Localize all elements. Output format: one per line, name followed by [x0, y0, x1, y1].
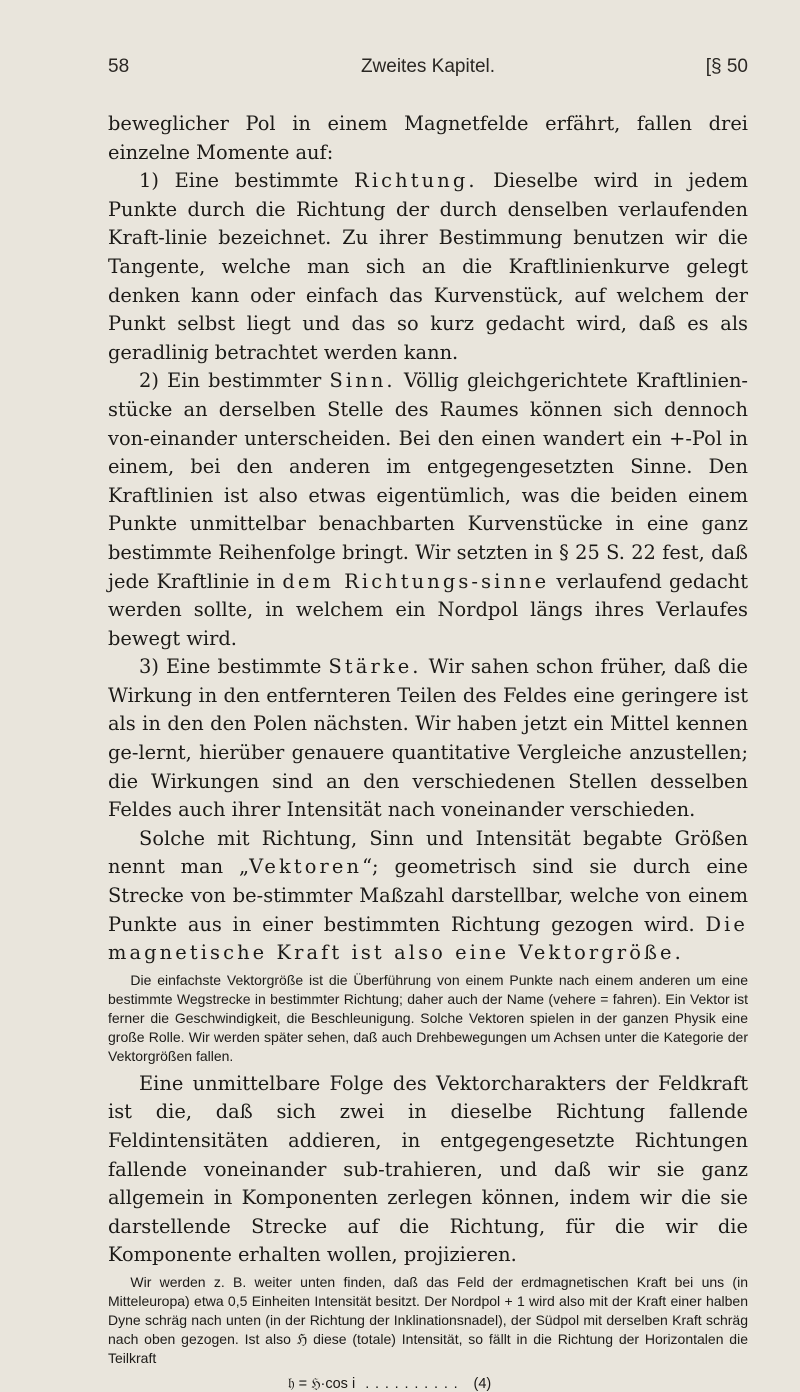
spaced-term: Stärke.	[328, 655, 422, 679]
section-marker: [§ 50	[705, 56, 748, 77]
item-text: Dieselbe wird in jedem Punkte durch die Richtung der durch denselben verlaufenden Kraft-linie bezeichnet. Zu ihrer Bestimmung benutzen wir die Tangente, welche man sich an die Kraftlinienkurve gelegt denken kann oder einfach das Kurvenstück, auf welchem der Punkt selbst liegt und das so kurz gedacht wird, daß es als geradlinig betrachtet werden kann.	[108, 169, 748, 364]
equation-number: (4)	[473, 1375, 492, 1392]
page-number: 58	[108, 56, 130, 77]
item-text: Wir sahen schon früher, daß die Wirkung in den entfernteren Teilen des Feldes eine geringere ist als in den den Polen nächsten. Wir haben jetzt ein Mittel kennen ge-lernt, hierüber genauere quantitative Vergleiche anzustellen; die Wirkungen sind an den verschiedenen Stellen desselben Feldes auch ihrer Intensität nach voneinander verschieden.	[108, 655, 749, 822]
item-text: verlaufend gedacht werden sollte, in welchem ein Nordpol längs ihres Verlaufes bewegt wird.	[108, 569, 748, 650]
page-header	[108, 56, 748, 86]
item-sinn	[108, 367, 748, 653]
footnote-erdmagnetismus: Wir werden z. B. weiter unten finden, daß das Feld der erdmagnetischen Kraft bei uns (in Mitteleuropa) etwa 0,5 Einheiten Intensität besitzt. Der Nordpol + 1 wird also mit der Kraft einer halben Dyne schräg nach unten (in der Richtung der Inklinationsnadel), der Südpol mit derselben Kraft schräg nach oben gezogen. Ist also ℌ diese (totale) Intensität, so fällt in die Richtung der Horizontalen die Teilkraft	[108, 1273, 748, 1366]
paragraph-folge: Eine unmittelbare Folge des Vektorcharakters der Feldkraft ist die, daß sich zwei in dieselbe Richtung fallende Feldintensitäten addieren, in entgegengesetzte Richtungen fallende voneinander sub-trahieren, und daß wir sie ganz allgemein in Komponenten zerlegen können, indem wir die sie darstellende Strecke auf die Richtung, für die wir die Komponente erhalten wollen, projizieren.	[108, 1071, 748, 1267]
equation-leader-dots: ..........	[365, 1375, 464, 1392]
spaced-term: dem Richtungs-sinne	[282, 569, 550, 593]
item-richtung	[108, 167, 748, 367]
text: “; geometrisch sind sie durch eine Strecke von be-stimmter Maßzahl darstellbar, welche von einem Punkte aus in einer bestimmten Richtung gezogen wird.	[108, 855, 748, 936]
spaced-term: Die magnetische Kraft ist also eine Vektorgröße.	[108, 912, 748, 965]
item-text: Völlig gleichgerichtete Kraftlinien-stücke an derselben Stelle des Raumes können sich dennoch von-einander unterscheiden. Bei den einen wandert ein +-Pol in einem, bei den anderen im entgegengesetzten Sinne. Den Kraftlinien ist also etwas eigentümlich, was die beiden einem Punkte unmittelbar benachbarten Kurvenstücke in eine ganz bestimmte Reihenfolge bringt. Wir setzten in § 25 S. 22 fest, daß jede Kraftlinie in	[108, 369, 748, 593]
spaced-term: Vektoren	[249, 855, 363, 879]
spaced-term: Richtung.	[354, 169, 478, 193]
item-staerke	[108, 653, 748, 825]
item-number: 1) Eine bestimmte	[139, 169, 355, 193]
text: Solche mit Richtung, Sinn und Intensität begabte Größen nennt man „	[108, 826, 748, 879]
paragraph-intro: beweglicher Pol in einem Magnetfelde erfährt, fallen drei einzelne Momente auf:	[108, 112, 748, 164]
item-number: 2) Ein bestimmter	[139, 369, 330, 393]
chapter-title: Zweites Kapitel.	[360, 56, 496, 77]
paragraph-vektoren	[108, 825, 748, 968]
page-body	[108, 110, 748, 1392]
equation	[288, 1376, 748, 1392]
item-number: 3) Eine bestimmte	[139, 655, 329, 679]
equation-expression: 𝔥 = ℌ·cos i	[288, 1375, 356, 1392]
footnote-vektor: Die einfachste Vektorgröße ist die Überführung von einem Punkte nach einem anderen um eine bestimmte Wegstrecke in bestimmter Richtung; daher auch der Name (vehere = fahren). Ein Vektor ist ferner die Geschwindigkeit, die Beschleunigung. Solche Vektoren spielen in der ganzen Physik eine große Rolle. Wir werden später sehen, daß auch Drehbewegungen um Achsen unter die Kategorie der Vektorgrößen fallen.	[108, 971, 748, 1064]
spaced-term: Sinn.	[329, 369, 396, 393]
